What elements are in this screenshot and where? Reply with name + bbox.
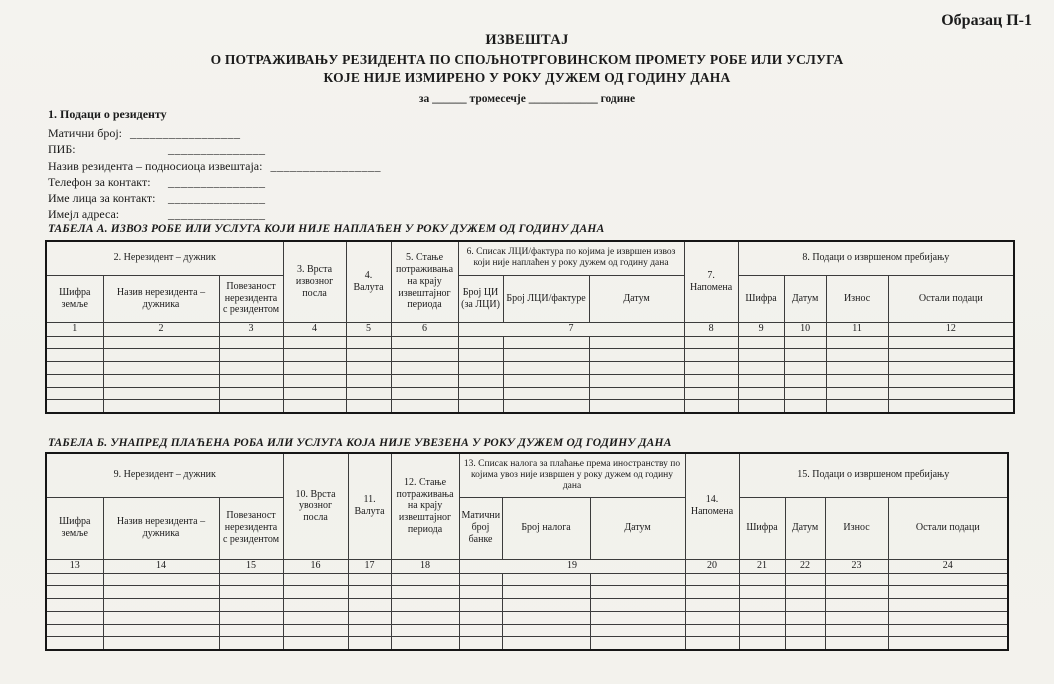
empty-data-cell [589,336,684,349]
reporting-period-line [0,93,1054,105]
empty-data-cell [46,599,103,612]
empty-data-cell [346,400,391,413]
column-number: 9 [738,322,784,336]
empty-data-cell [219,349,283,362]
empty-data-cell [684,374,738,387]
empty-data-cell [391,573,459,586]
empty-data-cell [391,611,459,624]
field-registration-number [48,125,381,141]
form-subtitle-line1: О ПОТРАЖИВАЊУ РЕЗИДЕНТА ПО СПОЉНОТРГОВИНСКОМ ПРОМЕТУ РОБЕ ИЛИ УСЛУГА [210,52,844,67]
resident-name-label: Назив резидента – подносиоца извештаја: [48,158,263,173]
column-number: 23 [825,559,888,573]
empty-data-row [46,349,1014,362]
empty-data-cell [825,624,888,637]
column-number: 17 [348,559,391,573]
empty-data-cell [590,573,685,586]
empty-data-cell [503,362,589,375]
empty-data-cell [785,624,825,637]
resident-name-blank-field: _________________ [270,158,381,173]
empty-data-cell [590,611,685,624]
col-header-import-deal-type: 10. Врста увозног посла [283,453,348,559]
col-header-document-date: Датум [589,275,684,322]
empty-data-cell [391,637,459,650]
empty-data-cell [825,573,888,586]
empty-data-cell [283,637,348,650]
email-blank-field: _______________ [168,207,266,222]
empty-data-cell [784,400,826,413]
column-number: 15 [219,559,283,573]
empty-data-cell [346,336,391,349]
empty-data-row [46,611,1008,624]
empty-data-cell [685,599,739,612]
empty-data-cell [391,336,458,349]
empty-data-cell [458,400,503,413]
empty-data-cell [738,349,784,362]
empty-data-cell [826,336,888,349]
empty-data-cell [738,336,784,349]
contact-person-label: Име лица за контакт: [48,191,156,206]
table-b-caption: ТАБЕЛА Б. УНАПРЕД ПЛАЋЕНА РОБА ИЛИ УСЛУГА КОЈА НИЈЕ УВЕЗЕНА У РОКУ ДУЖЕМ ОД ГОДИНУ ДАНА [48,437,672,449]
empty-data-cell [888,586,1008,599]
empty-data-cell [888,387,1014,400]
column-number: 5 [346,322,391,336]
field-email [48,206,381,222]
registration-number-label: Матични број: [48,126,123,140]
empty-data-cell [391,624,459,637]
empty-data-cell [346,349,391,362]
column-number: 3 [219,322,283,336]
empty-data-row [46,374,1014,387]
empty-data-cell [219,400,283,413]
empty-data-cell [784,336,826,349]
empty-data-cell [684,349,738,362]
empty-data-cell [391,586,459,599]
col-header-export-deal-type: 3. Врста извозног посла [283,241,346,322]
empty-data-cell [459,611,502,624]
empty-data-cell [103,637,219,650]
empty-data-cell [888,611,1008,624]
empty-data-cell [458,374,503,387]
column-number: 24 [888,559,1008,573]
column-number: 20 [685,559,739,573]
resident-info-section [48,107,381,223]
col-header-order-number: Број налога [502,497,590,559]
empty-data-cell [283,374,346,387]
empty-data-cell [684,362,738,375]
col-header-relation: Повезаност нерезидента с резидентом [219,275,283,322]
col-header-debtor-name: Назив нерезидента – дужника [103,275,219,322]
tax-id-blank-field: _______________ [168,142,266,157]
period-middle: тромесечје [469,93,526,105]
empty-data-cell [219,611,283,624]
empty-data-cell [46,637,103,650]
field-contact-person [48,190,381,206]
empty-data-row [46,400,1014,413]
empty-data-cell [502,611,590,624]
col-header-offset-other: Остали подаци [888,497,1008,559]
empty-data-cell [283,362,346,375]
col-header-offset-date: Датум [784,275,826,322]
empty-data-cell [219,599,283,612]
col-header-order-date: Датум [590,497,685,559]
empty-data-cell [888,599,1008,612]
table-b-body [46,559,1008,650]
contact-phone-blank-field: _______________ [168,174,266,189]
empty-data-cell [739,599,785,612]
empty-data-cell [825,611,888,624]
col-header-offset-amount: Износ [826,275,888,322]
empty-data-cell [283,599,348,612]
column-number: 8 [684,322,738,336]
empty-data-cell [46,387,103,400]
empty-data-cell [888,349,1014,362]
empty-data-cell [888,624,1008,637]
empty-data-cell [825,586,888,599]
empty-data-cell [590,599,685,612]
column-number: 22 [785,559,825,573]
empty-data-cell [103,599,219,612]
empty-data-cell [459,599,502,612]
empty-data-cell [46,336,103,349]
table-a-sub-header-row [46,275,1014,322]
registration-number-blank-field: _________________ [130,126,241,140]
empty-data-cell [46,400,103,413]
empty-data-cell [503,349,589,362]
col-header-currency: 4. Валута [346,241,391,322]
empty-data-cell [391,362,458,375]
empty-data-cell [219,387,283,400]
column-number: 6 [391,322,458,336]
form-subtitle-line2: КОЈЕ НИЈЕ ИЗМИРЕНО У РОКУ ДУЖЕМ ОД ГОДИНУ ДАНА [323,70,731,85]
empty-data-cell [46,573,103,586]
title-block [0,32,1054,105]
empty-data-cell [46,624,103,637]
empty-data-cell [391,387,458,400]
empty-data-cell [739,637,785,650]
empty-data-cell [391,599,459,612]
empty-data-cell [503,374,589,387]
table-b-column-numbers-row [46,559,1008,573]
form-code-label: Образац П-1 [941,12,1032,29]
col-header-note: 14. Напомена [685,453,739,559]
col-header-currency: 11. Валута [348,453,391,559]
empty-data-cell [103,374,219,387]
empty-data-cell [589,374,684,387]
empty-data-cell [391,374,458,387]
period-suffix: године [600,93,636,105]
table-b-group-row [46,453,1008,497]
empty-data-cell [826,387,888,400]
empty-data-cell [283,387,346,400]
empty-data-cell [502,637,590,650]
empty-data-cell [738,374,784,387]
tax-id-label: ПИБ: [48,142,76,157]
group-header-nonresident-debtor: 9. Нерезидент – дужник [46,453,283,497]
empty-data-cell [103,362,219,375]
empty-data-cell [502,573,590,586]
empty-data-cell [46,586,103,599]
empty-data-cell [739,586,785,599]
table-b-sub-header-row [46,497,1008,559]
empty-data-cell [589,400,684,413]
column-number: 2 [103,322,219,336]
group-header-payment-order-list: 13. Списак налога за плаћање према иностранству по којима увоз није извршен у року дужем од годину дана [459,453,685,497]
empty-data-cell [502,624,590,637]
empty-data-cell [684,387,738,400]
contact-person-blank-field: _______________ [168,191,266,206]
col-header-note: 7. Напомена [684,241,738,322]
table-a-column-numbers-row [46,322,1014,336]
empty-data-cell [784,349,826,362]
empty-data-cell [46,362,103,375]
empty-data-cell [685,637,739,650]
email-label: Имејл адреса: [48,207,120,222]
empty-data-cell [684,336,738,349]
empty-data-cell [103,387,219,400]
empty-data-cell [283,400,346,413]
empty-data-cell [219,374,283,387]
empty-data-cell [785,573,825,586]
contact-phone-label: Телефон за контакт: [48,174,151,189]
col-header-debtor-name: Назив нерезидента – дужника [103,497,219,559]
empty-data-cell [785,599,825,612]
empty-data-cell [348,611,391,624]
empty-data-cell [888,374,1014,387]
empty-data-cell [459,637,502,650]
empty-data-cell [283,349,346,362]
empty-data-cell [888,573,1008,586]
empty-data-cell [685,611,739,624]
empty-data-cell [589,362,684,375]
resident-section-heading: 1. Подаци о резиденту [48,107,167,121]
field-tax-id [48,141,381,157]
empty-data-cell [685,586,739,599]
year-blank-field: ____________ [528,93,598,105]
empty-data-cell [684,400,738,413]
empty-data-cell [785,586,825,599]
empty-data-cell [888,400,1014,413]
column-number: 18 [391,559,459,573]
empty-data-cell [784,387,826,400]
empty-data-cell [283,336,346,349]
col-header-country-code: Шифра земље [46,275,103,322]
empty-data-row [46,387,1014,400]
empty-data-cell [346,387,391,400]
empty-data-row [46,336,1014,349]
empty-data-cell [283,624,348,637]
table-a-caption: ТАБЕЛА А. ИЗВОЗ РОБЕ ИЛИ УСЛУГА КОЈИ НИЈЕ НАПЛАЋЕН У РОКУ ДУЖЕМ ОД ГОДИНУ ДАНА [48,223,605,235]
column-number: 10 [784,322,826,336]
empty-data-cell [391,349,458,362]
empty-data-cell [888,637,1008,650]
empty-data-cell [219,586,283,599]
table-a-body [46,322,1014,413]
empty-data-cell [685,624,739,637]
group-header-offset-data: 15. Подаци о извршеном пребијању [739,453,1008,497]
col-header-country-code: Шифра земље [46,497,103,559]
column-number: 11 [826,322,888,336]
empty-data-cell [826,374,888,387]
empty-data-cell [283,573,348,586]
empty-data-cell [103,624,219,637]
column-number: 1 [46,322,103,336]
empty-data-cell [219,573,283,586]
empty-data-cell [685,573,739,586]
empty-data-cell [825,599,888,612]
col-header-offset-date: Датум [785,497,825,559]
empty-data-cell [219,362,283,375]
empty-data-cell [219,336,283,349]
empty-data-cell [219,624,283,637]
empty-data-cell [826,400,888,413]
col-header-bank-id-number: Матични број банке [459,497,502,559]
column-number: 12 [888,322,1014,336]
group-header-lci-invoice-list: 6. Списак ЛЦИ/фактура по којима је извршен извоз који није наплаћен у року дужем од годину дана [458,241,684,275]
col-header-offset-code: Шифра [739,497,785,559]
empty-data-cell [785,611,825,624]
col-header-offset-other: Остали подаци [888,275,1014,322]
empty-data-cell [589,349,684,362]
quarter-blank-field: ______ [432,93,467,105]
col-header-offset-code: Шифра [738,275,784,322]
empty-data-cell [503,387,589,400]
column-number: 7 [458,322,684,336]
empty-data-cell [590,624,685,637]
empty-data-cell [739,611,785,624]
empty-data-cell [739,624,785,637]
column-number: 19 [459,559,685,573]
empty-data-row [46,599,1008,612]
empty-data-cell [346,362,391,375]
empty-data-cell [784,362,826,375]
period-prefix: за [418,93,430,105]
empty-data-cell [458,336,503,349]
empty-data-cell [103,400,219,413]
empty-data-cell [888,336,1014,349]
empty-data-cell [391,400,458,413]
empty-data-cell [590,586,685,599]
empty-data-cell [826,349,888,362]
empty-data-cell [103,349,219,362]
empty-data-cell [46,374,103,387]
empty-data-cell [739,573,785,586]
empty-data-cell [458,349,503,362]
group-header-offset-data: 8. Подаци о извршеном пребијању [738,241,1014,275]
empty-data-cell [825,637,888,650]
empty-data-row [46,624,1008,637]
empty-data-cell [785,637,825,650]
field-contact-phone [48,174,381,190]
empty-data-cell [458,362,503,375]
empty-data-row [46,586,1008,599]
column-number: 16 [283,559,348,573]
empty-data-cell [502,599,590,612]
empty-data-cell [103,573,219,586]
table-a-group-row [46,241,1014,275]
empty-data-cell [103,336,219,349]
col-header-lci-invoice-number: Број ЛЦИ/фактуре [503,275,589,322]
empty-data-cell [459,586,502,599]
empty-data-cell [348,624,391,637]
table-a-header [46,241,1014,322]
empty-data-cell [348,637,391,650]
empty-data-cell [459,624,502,637]
empty-data-cell [590,637,685,650]
col-header-ci-number: Број ЦИ (за ЛЦИ) [458,275,503,322]
empty-data-cell [503,400,589,413]
col-header-receivable-balance: 5. Стање потраживања на крају извештајног периода [391,241,458,322]
empty-data-cell [888,362,1014,375]
table-a [45,240,1015,414]
empty-data-cell [738,387,784,400]
column-number: 4 [283,322,346,336]
group-header-nonresident-debtor: 2. Нерезидент – дужник [46,241,283,275]
empty-data-row [46,573,1008,586]
empty-data-cell [283,611,348,624]
empty-data-cell [459,573,502,586]
empty-data-cell [46,611,103,624]
table-b [45,452,1009,651]
empty-data-cell [784,374,826,387]
empty-data-cell [103,611,219,624]
column-number: 14 [103,559,219,573]
empty-data-cell [826,362,888,375]
field-resident-name [48,158,381,174]
empty-data-cell [46,349,103,362]
empty-data-cell [348,586,391,599]
empty-data-cell [738,362,784,375]
form-title: ИЗВЕШТАЈ [485,32,569,48]
empty-data-row [46,637,1008,650]
col-header-relation: Повезаност нерезидента с резидентом [219,497,283,559]
empty-data-cell [219,637,283,650]
column-number: 21 [739,559,785,573]
table-b-header [46,453,1008,559]
col-header-offset-amount: Износ [825,497,888,559]
empty-data-cell [283,586,348,599]
empty-data-cell [348,573,391,586]
column-number: 13 [46,559,103,573]
empty-data-cell [502,586,590,599]
empty-data-cell [348,599,391,612]
empty-data-row [46,362,1014,375]
empty-data-cell [458,387,503,400]
empty-data-cell [346,374,391,387]
empty-data-cell [503,336,589,349]
empty-data-cell [589,387,684,400]
empty-data-cell [103,586,219,599]
empty-data-cell [738,400,784,413]
col-header-receivable-balance: 12. Стање потраживања на крају извештајног периода [391,453,459,559]
